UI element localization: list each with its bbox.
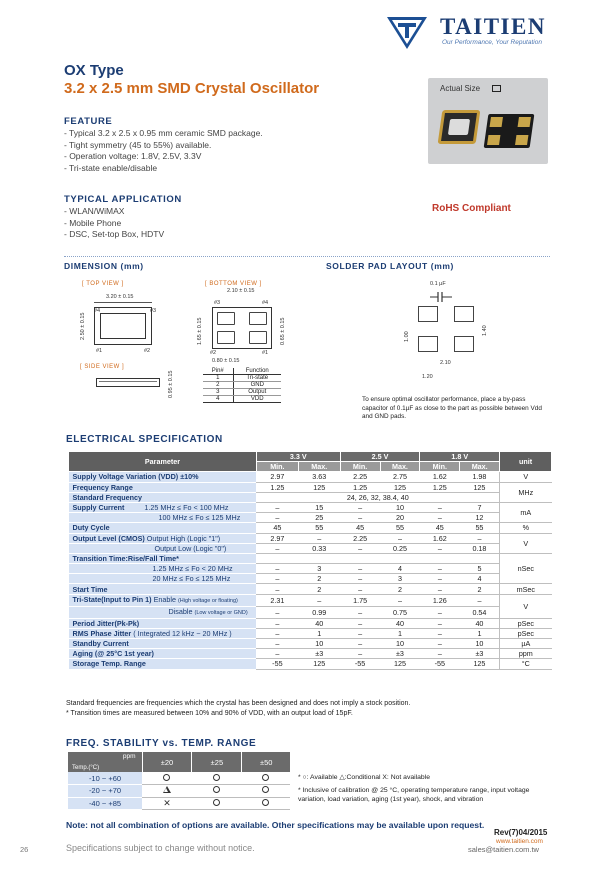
cell: 1.25 bbox=[340, 482, 380, 492]
row-sublabel: 100 MHz ≤ Fo ≤ 125 MHz bbox=[158, 513, 241, 523]
cell: 125 bbox=[380, 482, 420, 492]
not-available-icon: ✕ bbox=[163, 797, 171, 808]
capacitor-label: 0.1 µF bbox=[430, 281, 446, 287]
table-row bbox=[69, 513, 552, 523]
cell: – bbox=[256, 618, 298, 628]
cell: 1.75 bbox=[340, 594, 380, 606]
top-pin3: #3 bbox=[150, 308, 157, 314]
cell: – bbox=[420, 502, 460, 512]
cell: – bbox=[420, 606, 460, 618]
cell: – bbox=[340, 618, 380, 628]
brand-tagline: Our Performance, Your Reputation bbox=[442, 39, 542, 46]
crystal-bottom-image bbox=[484, 114, 535, 148]
row-label: Supply Voltage Variation (VDD) ±10% bbox=[69, 472, 257, 482]
cell: 1 bbox=[460, 628, 500, 638]
table-row bbox=[69, 639, 552, 649]
table-row bbox=[69, 543, 552, 553]
cell: 55 bbox=[298, 523, 340, 533]
table-row bbox=[69, 564, 552, 574]
cell: 2.25 bbox=[340, 533, 380, 543]
top-view-label: [ TOP VIEW ] bbox=[82, 281, 124, 287]
stability-col-header: ±25 bbox=[192, 752, 242, 772]
cell: – bbox=[298, 594, 340, 606]
cell: – bbox=[420, 618, 460, 628]
cell: ±3 bbox=[460, 649, 500, 659]
table-row bbox=[69, 472, 552, 482]
cell: 2 bbox=[460, 584, 500, 594]
cell: 10 bbox=[380, 639, 420, 649]
cell: 40 bbox=[298, 618, 340, 628]
cell: 4 bbox=[460, 574, 500, 584]
top-pin2: #2 bbox=[144, 348, 151, 354]
table-row bbox=[69, 553, 552, 563]
pad-height-dim: 0.65 ± 0.15 bbox=[280, 317, 286, 345]
unit-cell: pSec bbox=[500, 628, 552, 638]
row-sublabel-note: (High voltage or floating) bbox=[177, 597, 238, 604]
voltage-header: 2.5 V bbox=[340, 452, 420, 462]
param-header: Parameter bbox=[69, 452, 257, 472]
row-label-main: Output Level (CMOS) bbox=[72, 533, 145, 543]
unit-cell: µA bbox=[500, 639, 552, 649]
mark-cell bbox=[142, 772, 192, 785]
footer-note: Note: not all combination of options are available. Other specifications may be available upon request. bbox=[66, 820, 485, 830]
row-sublabel: Enable bbox=[153, 594, 176, 604]
min-header: Min. bbox=[340, 462, 380, 472]
cell: 1.98 bbox=[460, 472, 500, 482]
cell-empty bbox=[256, 553, 499, 563]
pin-function-table bbox=[203, 368, 281, 403]
cell: – bbox=[460, 533, 500, 543]
cell: – bbox=[256, 649, 298, 659]
row-label: Duty Cycle bbox=[69, 523, 257, 533]
bottom-view-label: [ BOTTOM VIEW ] bbox=[205, 281, 262, 287]
available-icon bbox=[262, 786, 269, 793]
dimension-heading: DIMENSION (mm) bbox=[64, 261, 144, 271]
cell: – bbox=[380, 533, 420, 543]
actual-size-panel bbox=[428, 78, 548, 164]
cell: 10 bbox=[298, 639, 340, 649]
pin-cell: 2 bbox=[203, 382, 233, 389]
row-label bbox=[69, 628, 257, 638]
cell: 2 bbox=[298, 574, 340, 584]
cell: – bbox=[256, 606, 298, 618]
espec-note-1: Standard frequencies are frequencies which the crystal has been designed and does not imply a stock position. bbox=[66, 700, 411, 707]
row-sublabel: Output Low (Logic "0") bbox=[154, 543, 227, 553]
cell: 45 bbox=[340, 523, 380, 533]
row-label: Period Jitter(Pk-Pk) bbox=[69, 618, 257, 628]
temp-range: -20 ~ +70 bbox=[68, 785, 142, 798]
feature-item: - Tri-state enable/disable bbox=[64, 162, 158, 173]
unit-cell: V bbox=[500, 472, 552, 482]
cell: ±3 bbox=[380, 649, 420, 659]
cell: – bbox=[340, 649, 380, 659]
conditional-icon bbox=[163, 786, 171, 793]
cell: 0.99 bbox=[298, 606, 340, 618]
cell: 25 bbox=[298, 513, 340, 523]
actual-size-label: Actual Size bbox=[440, 84, 481, 93]
row-sublabel: ( Integrated 12 kHz ~ 20 MHz ) bbox=[133, 628, 232, 638]
cell: 1 bbox=[380, 628, 420, 638]
cell: – bbox=[256, 502, 298, 512]
unit-cell: V bbox=[500, 533, 552, 553]
row-sublabel: 1.25 MHz ≤ Fo < 20 MHz bbox=[152, 564, 233, 574]
application-heading: TYPICAL APPLICATION bbox=[64, 194, 182, 205]
row-label: Storage Temp. Range bbox=[69, 659, 257, 669]
row-label bbox=[69, 574, 257, 584]
row-label bbox=[69, 594, 257, 606]
voltage-header: 1.8 V bbox=[420, 452, 500, 462]
pin-cell: 4 bbox=[203, 396, 233, 403]
cell: 40 bbox=[380, 618, 420, 628]
table-row bbox=[69, 482, 552, 492]
cell: – bbox=[256, 584, 298, 594]
mark-cell bbox=[242, 772, 290, 785]
cell: – bbox=[256, 628, 298, 638]
cell: 0.33 bbox=[298, 543, 340, 553]
table-row bbox=[69, 649, 552, 659]
cell: 125 bbox=[460, 482, 500, 492]
electrical-spec-table bbox=[68, 451, 552, 670]
cell: 125 bbox=[298, 482, 340, 492]
top-width-dim: 3.20 ± 0.15 bbox=[106, 294, 134, 300]
available-icon bbox=[262, 799, 269, 806]
cell: – bbox=[420, 543, 460, 553]
cell: 2 bbox=[380, 584, 420, 594]
cell: 12 bbox=[460, 513, 500, 523]
bottom-pin4: #4 bbox=[262, 300, 269, 306]
unit-cell: nSec bbox=[500, 553, 552, 584]
solder-note: To ensure optimal oscillator performance, place a by-pass capacitor of 0.1µF as close to the part as possible between Vdd and GND pads. bbox=[362, 396, 542, 420]
cell: 20 bbox=[380, 513, 420, 523]
cell: 15 bbox=[298, 502, 340, 512]
row-sublabel: 20 MHz ≤ Fo ≤ 125 MHz bbox=[152, 574, 231, 584]
bottom-pin1: #1 bbox=[262, 350, 269, 356]
row-label: Frequency Range bbox=[69, 482, 257, 492]
table-row bbox=[69, 606, 552, 618]
solder-dim-3: 2.10 bbox=[440, 360, 451, 366]
unit-cell: °C bbox=[500, 659, 552, 669]
stability-col-header: ±50 bbox=[242, 752, 290, 772]
row-label-main: Tri-State(Input to Pin 1) bbox=[72, 594, 152, 604]
actual-size-square bbox=[492, 85, 501, 92]
unit-cell: ppm bbox=[500, 649, 552, 659]
feature-item: - Typical 3.2 x 2.5 x 0.95 mm ceramic SMD package. bbox=[64, 128, 263, 138]
product-type: OX Type bbox=[64, 62, 124, 79]
unit-cell: V bbox=[500, 594, 552, 618]
cell: 24, 26, 32, 38.4, 40 bbox=[256, 492, 499, 502]
cell: 0.75 bbox=[380, 606, 420, 618]
cell: – bbox=[380, 594, 420, 606]
feature-item: - Tight symmetry (45 to 55%) available. bbox=[64, 139, 212, 150]
table-row bbox=[69, 584, 552, 594]
application-item: - Mobile Phone bbox=[64, 217, 122, 228]
pin-header: Pin# bbox=[203, 368, 233, 375]
available-icon bbox=[262, 774, 269, 781]
bottom-view-package bbox=[212, 307, 272, 349]
top-height-dim: 2.50 ± 0.15 bbox=[80, 312, 86, 340]
feature-heading: FEATURE bbox=[64, 116, 113, 127]
cell: 45 bbox=[420, 523, 460, 533]
cell: – bbox=[340, 543, 380, 553]
cell: – bbox=[340, 639, 380, 649]
brand-logo bbox=[386, 16, 428, 50]
table-row bbox=[69, 502, 552, 512]
unit-cell: pSec bbox=[500, 618, 552, 628]
corner-bottom: Temp.(°C) bbox=[72, 765, 100, 771]
bottom-height-dim: 1.65 ± 0.15 bbox=[197, 317, 203, 345]
cell: 10 bbox=[380, 502, 420, 512]
unit-cell: mSec bbox=[500, 584, 552, 594]
cell: 125 bbox=[298, 659, 340, 669]
row-label bbox=[69, 606, 257, 618]
cell: 4 bbox=[380, 564, 420, 574]
cell: ±3 bbox=[298, 649, 340, 659]
max-header: Max. bbox=[298, 462, 340, 472]
cell: – bbox=[340, 628, 380, 638]
table-row bbox=[69, 492, 552, 502]
inclusive-note: * Inclusive of calibration @ 25 °C, operating temperature range, input voltage variation, load variation, aging (1st year), shock, and vibration bbox=[298, 787, 530, 803]
function-cell: Output bbox=[233, 389, 281, 396]
table-row bbox=[68, 785, 290, 798]
cell: – bbox=[420, 564, 460, 574]
side-view-package bbox=[96, 378, 160, 387]
freq-stability-heading: FREQ. STABILITY vs. TEMP. RANGE bbox=[66, 738, 257, 749]
mark-cell bbox=[142, 785, 192, 798]
cell: 1.62 bbox=[420, 533, 460, 543]
available-icon bbox=[213, 799, 220, 806]
table-row bbox=[69, 628, 552, 638]
temp-range: -40 ~ +85 bbox=[68, 797, 142, 810]
top-view-package bbox=[94, 307, 152, 345]
cell: -55 bbox=[256, 659, 298, 669]
cell: – bbox=[340, 584, 380, 594]
side-height-dim: 0.95 ± 0.15 bbox=[168, 370, 174, 398]
cell: – bbox=[256, 564, 298, 574]
cell: 2.31 bbox=[256, 594, 298, 606]
min-header: Min. bbox=[420, 462, 460, 472]
row-label bbox=[69, 543, 257, 553]
table-row bbox=[69, 659, 552, 669]
unit-header: unit bbox=[500, 452, 552, 472]
row-label bbox=[69, 533, 257, 543]
temp-range: -10 ~ +60 bbox=[68, 772, 142, 785]
unit-cell: mA bbox=[500, 502, 552, 522]
capacitor-symbol bbox=[430, 290, 452, 302]
bottom-pin3: #3 bbox=[214, 300, 221, 306]
cell: – bbox=[420, 513, 460, 523]
page-number: 26 bbox=[20, 845, 29, 854]
espec-heading: ELECTRICAL SPECIFICATION bbox=[66, 434, 223, 445]
max-header: Max. bbox=[460, 462, 500, 472]
table-row bbox=[69, 574, 552, 584]
table-row bbox=[69, 594, 552, 606]
available-icon bbox=[163, 774, 170, 781]
section-divider bbox=[64, 256, 550, 257]
function-cell: GND bbox=[233, 382, 281, 389]
cell: – bbox=[298, 533, 340, 543]
pad-width-dim: 0.80 ± 0.15 bbox=[212, 358, 240, 364]
top-width-line bbox=[94, 302, 152, 303]
mark-cell bbox=[192, 772, 242, 785]
solder-dim-1: 1.40 bbox=[482, 325, 488, 336]
cell: 2.97 bbox=[256, 533, 298, 543]
solder-dim-2: 1.00 bbox=[404, 331, 410, 342]
legend-text: * ○: Available △:Conditional X: Not available bbox=[298, 774, 431, 781]
cell: 2.25 bbox=[340, 472, 380, 482]
corner-header bbox=[68, 752, 142, 772]
side-view-label: [ SIDE VIEW ] bbox=[80, 364, 125, 370]
unit-cell: % bbox=[500, 523, 552, 533]
cell: – bbox=[256, 639, 298, 649]
cell: – bbox=[460, 594, 500, 606]
stability-col-header: ±20 bbox=[142, 752, 192, 772]
row-sublabel: 1.25 MHz ≤ Fo < 100 MHz bbox=[144, 503, 229, 513]
mark-cell bbox=[192, 785, 242, 798]
cell: -55 bbox=[420, 659, 460, 669]
mark-cell bbox=[192, 797, 242, 810]
cell: 7 bbox=[460, 502, 500, 512]
function-header: Function bbox=[233, 368, 281, 375]
cell: 1 bbox=[298, 628, 340, 638]
espec-note-2: * Transition times are measured between 10% and 90% of VDD, with an output load of 15pF. bbox=[66, 710, 353, 717]
cell: 1.62 bbox=[420, 472, 460, 482]
cell: – bbox=[420, 649, 460, 659]
row-label bbox=[69, 564, 257, 574]
row-label-main: RMS Phase Jitter bbox=[72, 628, 132, 638]
function-cell: VDD bbox=[233, 396, 281, 403]
product-title: 3.2 x 2.5 mm SMD Crystal Oscillator bbox=[64, 80, 320, 97]
row-label: Transition Time:Rise/Fall Time* bbox=[69, 553, 257, 563]
cell: – bbox=[340, 513, 380, 523]
row-sublabel-note: (Low voltage or GND) bbox=[194, 609, 248, 616]
cell: – bbox=[420, 574, 460, 584]
row-label: Start Time bbox=[69, 584, 257, 594]
table-row bbox=[69, 523, 552, 533]
cell: – bbox=[340, 502, 380, 512]
footer-email: sales@taitien.com.tw bbox=[468, 845, 539, 854]
cell: 45 bbox=[256, 523, 298, 533]
cell: 3.63 bbox=[298, 472, 340, 482]
row-label bbox=[69, 513, 257, 523]
cell: – bbox=[340, 606, 380, 618]
table-row bbox=[68, 797, 290, 810]
solder-dim-4: 1.20 bbox=[422, 374, 433, 380]
cell: 125 bbox=[460, 659, 500, 669]
cell: – bbox=[256, 513, 298, 523]
cell: 125 bbox=[380, 659, 420, 669]
cell: 3 bbox=[298, 564, 340, 574]
cell: 1.25 bbox=[256, 482, 298, 492]
unit-cell: MHz bbox=[500, 482, 552, 502]
application-list bbox=[64, 206, 364, 241]
table-row bbox=[68, 772, 290, 785]
corner-top: ppm bbox=[122, 753, 136, 760]
cell: 55 bbox=[460, 523, 500, 533]
available-icon bbox=[213, 774, 220, 781]
cell: – bbox=[340, 564, 380, 574]
feature-list bbox=[64, 128, 394, 174]
row-sublabel: Disable bbox=[168, 606, 193, 616]
bottom-width-dim: 2.10 ± 0.15 bbox=[227, 288, 255, 294]
cell: 0.54 bbox=[460, 606, 500, 618]
mark-cell bbox=[142, 797, 192, 810]
cell: 1.25 bbox=[420, 482, 460, 492]
cell: – bbox=[420, 639, 460, 649]
cell: 2.97 bbox=[256, 472, 298, 482]
row-sublabel: Output High (Logic "1") bbox=[146, 533, 221, 543]
top-pin1: #1 bbox=[96, 348, 103, 354]
min-header: Min. bbox=[256, 462, 298, 472]
cell: – bbox=[340, 574, 380, 584]
cell: 0.18 bbox=[460, 543, 500, 553]
cell: – bbox=[420, 628, 460, 638]
top-pin4: #4 bbox=[94, 308, 101, 314]
table-row bbox=[69, 618, 552, 628]
cell: 10 bbox=[460, 639, 500, 649]
pin-cell: 1 bbox=[203, 375, 233, 382]
application-item: - WLAN/WiMAX bbox=[64, 206, 125, 216]
row-label bbox=[69, 502, 257, 512]
cell: -55 bbox=[340, 659, 380, 669]
rohs-badge: RoHS Compliant bbox=[432, 203, 511, 214]
cell: 5 bbox=[460, 564, 500, 574]
mark-cell bbox=[242, 785, 290, 798]
feature-item: - Operation voltage: 1.8V, 2.5V, 3.3V bbox=[64, 151, 202, 161]
crystal-top-image bbox=[438, 110, 481, 144]
row-label-main: Supply Current bbox=[72, 503, 125, 513]
cell: 0.25 bbox=[380, 543, 420, 553]
cell: 2.75 bbox=[380, 472, 420, 482]
function-cell: Tri-state bbox=[233, 375, 281, 382]
cell: 1.26 bbox=[420, 594, 460, 606]
solder-heading: SOLDER PAD LAYOUT (mm) bbox=[326, 261, 454, 271]
mark-cell bbox=[242, 797, 290, 810]
table-row bbox=[69, 533, 552, 543]
row-label: Aging (@ 25°C 1st year) bbox=[69, 649, 257, 659]
cell: 3 bbox=[380, 574, 420, 584]
max-header: Max. bbox=[380, 462, 420, 472]
cell: 2 bbox=[298, 584, 340, 594]
brand-name: TAITIEN bbox=[440, 14, 546, 39]
cell: 55 bbox=[380, 523, 420, 533]
bottom-pin2: #2 bbox=[210, 350, 217, 356]
cell: – bbox=[256, 543, 298, 553]
row-label: Standby Current bbox=[69, 639, 257, 649]
pin-cell: 3 bbox=[203, 389, 233, 396]
freq-stability-table bbox=[68, 752, 290, 810]
voltage-header: 3.3 V bbox=[256, 452, 340, 462]
cell: 40 bbox=[460, 618, 500, 628]
footer-web: www.taitien.com bbox=[496, 838, 543, 845]
application-item: - DSC, Set-top Box, HDTV bbox=[64, 229, 165, 239]
cell: – bbox=[256, 574, 298, 584]
revision: Rev(7)04/2015 bbox=[494, 828, 548, 837]
footer-disclaimer: Specifications subject to change without notice. bbox=[66, 843, 255, 853]
row-label: Standard Frequency bbox=[69, 492, 257, 502]
cell: – bbox=[420, 584, 460, 594]
available-icon bbox=[213, 786, 220, 793]
